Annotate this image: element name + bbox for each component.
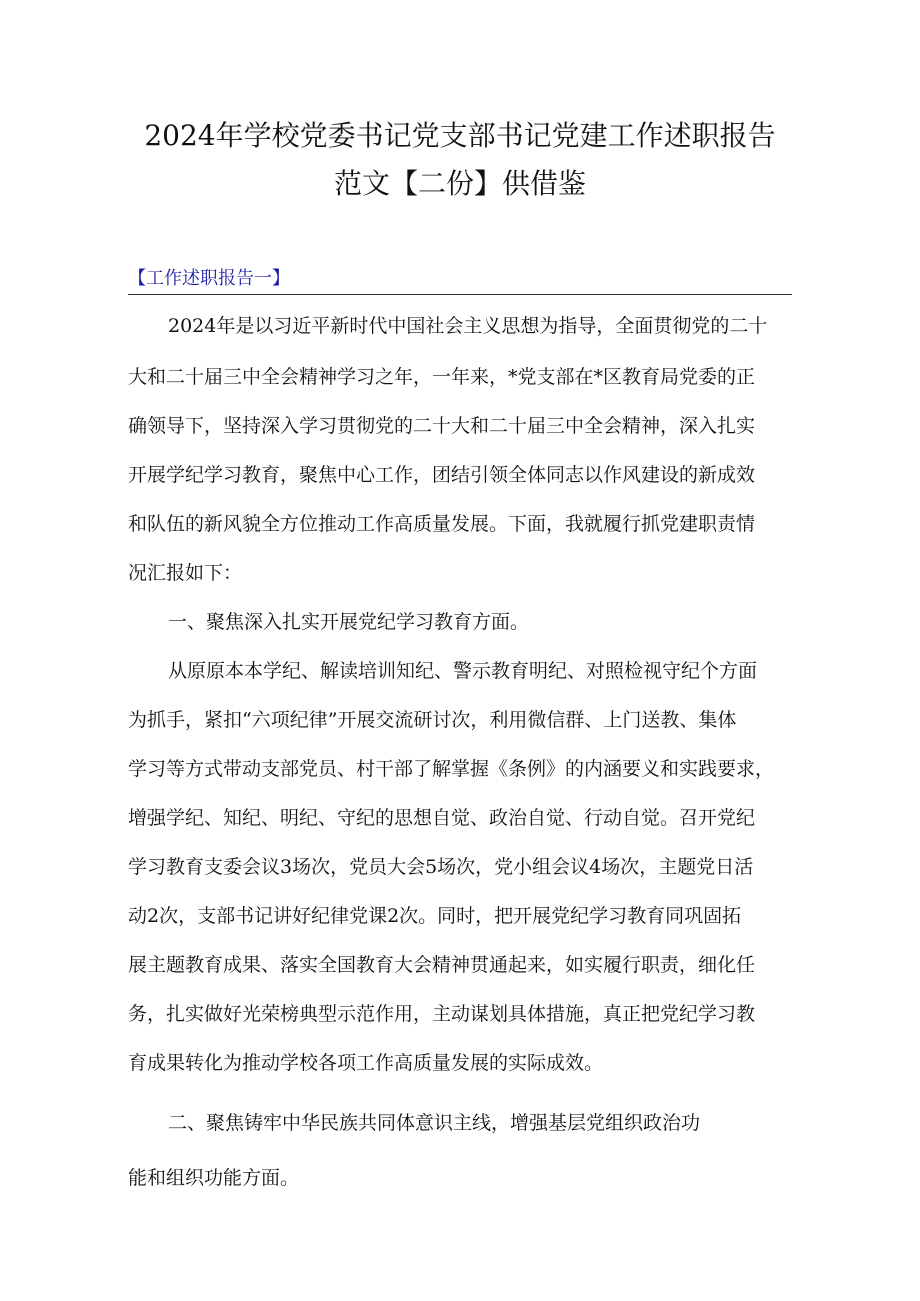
section-divider xyxy=(128,294,792,295)
paragraph-line: 为抓手，紧扣“六项纪律”开展交流研讨次，利用微信群、上门送教、集体 xyxy=(128,709,737,731)
paragraph-line: 学习教育支委会议3场次，党员大会5场次，党小组会议4场次，主题党日活 xyxy=(128,856,754,878)
paragraph-line: 育成果转化为推动学校各项工作高质量发展的实际成效。 xyxy=(128,1052,604,1074)
paragraph-line: 开展学纪学习教育，聚焦中心工作，团结引领全体同志以作风建设的新成效 xyxy=(128,464,756,486)
paragraph-line: 确领导下，坚持深入学习贯彻党的二十大和二十届三中全会精神，深入扎实 xyxy=(128,415,756,437)
paragraph-line: 动2次，支部书记讲好纪律党课2次。同时，把开展党纪学习教育同巩固拓 xyxy=(128,905,742,927)
paragraph-line: 大和二十届三中全会精神学习之年，一年来，*党支部在*区教育局党委的正 xyxy=(128,366,756,388)
paragraph-line: 从原原本本学纪、解读培训知纪、警示教育明纪、对照检视守纪个方面 xyxy=(168,660,758,682)
paragraph-line: 能和组织功能方面。 xyxy=(128,1167,300,1189)
paragraph-line: 展主题教育成果、落实全国教育大会精神贯通起来，如实履行职责，细化任 xyxy=(128,954,756,976)
paragraph-line: 学习等方式带动支部党员、村干部了解掌握《条例》的内涵要义和实践要求， xyxy=(128,758,775,780)
paragraph-line: 2024年是以习近平新时代中国社会主义思想为指导，全面贯彻党的二十 xyxy=(168,315,768,337)
paragraph-line: 增强学纪、知纪、明纪、守纪的思想自觉、政治自觉、行动自觉。召开党纪 xyxy=(128,807,756,829)
section-heading: 【工作述职报告一】 xyxy=(128,268,290,289)
section-subheading: 一、聚焦深入扎实开展党纪学习教育方面。 xyxy=(168,611,530,633)
document-title-line-1: 2024年学校党委书记党支部书记党建工作述职报告 xyxy=(144,119,776,152)
document-title-line-2: 范文【二份】供借鉴 xyxy=(333,167,586,200)
paragraph-line: 务，扎实做好光荣榜典型示范作用，主动谋划具体措施，真正把党纪学习教 xyxy=(128,1003,756,1025)
paragraph-line: 和队伍的新风貌全方位推动工作高质量发展。下面，我就履行抓党建职责情 xyxy=(128,513,756,535)
paragraph-line: 况汇报如下： xyxy=(128,562,243,584)
section-subheading: 二、聚焦铸牢中华民族共同体意识主线，增强基层党组织政治功 xyxy=(168,1112,701,1134)
